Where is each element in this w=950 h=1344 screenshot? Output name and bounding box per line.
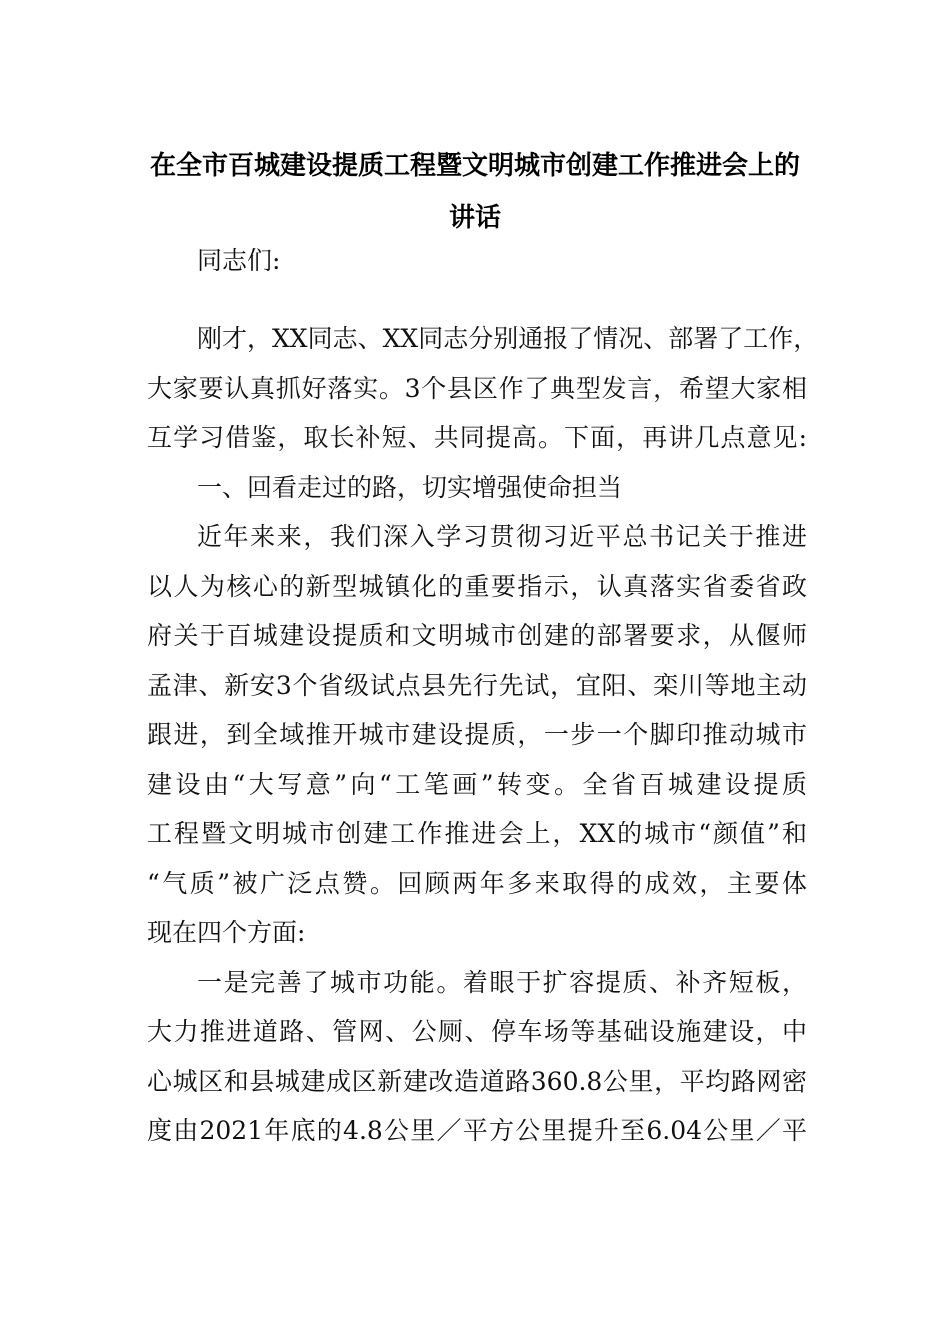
body-line: 一是完善了城市功能。着眼于扩容提质、补齐短板，: [197, 968, 807, 997]
body-line: 心城区和县城建成区新建改造道路360.8公里，平均路网密: [147, 1067, 807, 1096]
body-line: 跟进，到全域推开城市建设提质，一步一个脚印推动城市: [147, 720, 807, 749]
body-line: 建设由“大写意”向“工笔画”转变。全省百城建设提质: [147, 770, 807, 799]
intro-line: 刚才，XX同志、XX同志分别通报了情况、部署了工作，: [197, 324, 819, 353]
intro-line: 互学习借鉴，取长补短、共同提高。下面，再讲几点意见:: [147, 423, 807, 452]
body-line: 大力推进道路、管网、公厕、停车场等基础设施建设，中: [147, 1017, 807, 1046]
document-title-line-2: 讲话: [448, 203, 501, 233]
document-title-line-1: 在全市百城建设提质工程暨文明城市创建工作推进会上的: [149, 151, 800, 181]
body-line: 近年来来，我们深入学习贯彻习近平总书记关于推进: [197, 522, 807, 551]
intro-line: 大家要认真抓好落实。3个县区作了典型发言，希望大家相: [147, 374, 807, 403]
section-heading: 一、回看走过的路，切实增强使命担当: [197, 473, 623, 502]
body-line: 以人为核心的新型城镇化的重要指示，认真落实省委省政: [147, 572, 807, 601]
body-line: “气质”被广泛点赞。回顾两年多来取得的成效，主要体: [147, 869, 807, 898]
body-line: 现在四个方面:: [147, 918, 306, 947]
body-line: 度由2021年底的4.8公里／平方公里提升至6.04公里／平: [147, 1116, 807, 1145]
body-line: 府关于百城建设提质和文明城市创建的部署要求，从偃师: [147, 621, 807, 650]
body-line: 工程暨文明城市创建工作推进会上，XX的城市“颜值”和: [147, 819, 807, 848]
greeting: 同志们:: [197, 246, 281, 275]
body-line: 孟津、新安3个省级试点县先行先试，宜阳、栾川等地主动: [147, 671, 807, 700]
